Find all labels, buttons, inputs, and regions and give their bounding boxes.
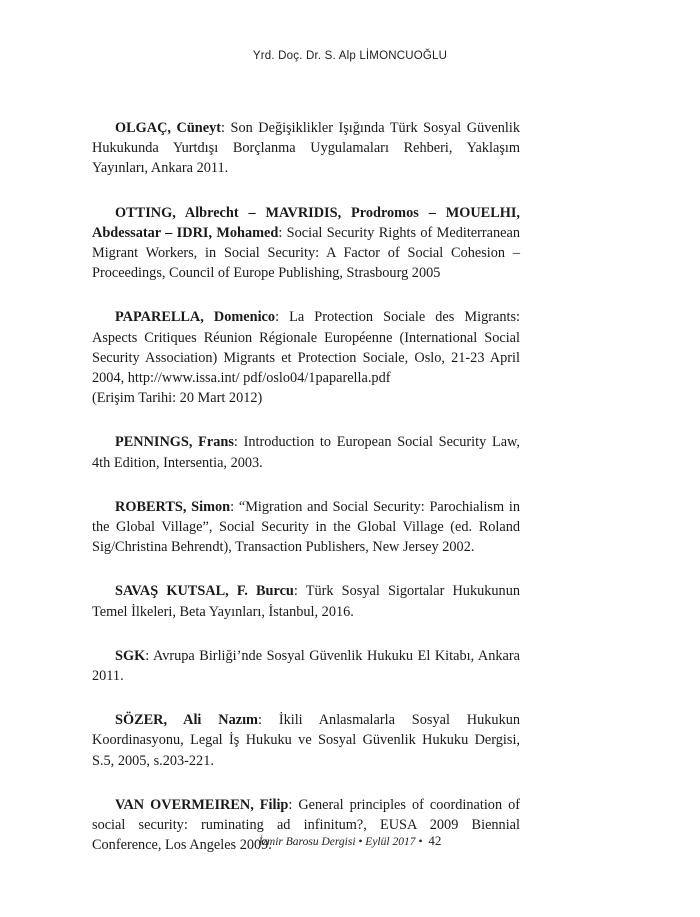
reference-text: General principles of coordination of social security: ruminating ad infinitum?, EUSA 2009 Biennial Conference, Los Angeles 2009. — [92, 796, 521, 854]
reference-author: OTTING, Albrecht – MAVRIDIS, Prodromos – MOUELHI, Abdessatar – IDRI, Mohamed — [92, 204, 520, 241]
reference-author: ROBERTS, Simon — [115, 498, 231, 515]
author-separator: : — [278, 224, 287, 241]
reference-entry — [92, 646, 520, 686]
author-separator: : — [221, 120, 231, 136]
reference-text: Son Değişiklikler Işığında Türk Sosyal Güvenlik Hukukunda Yurtdışı Borçlanma Uygulamaları Rehberi, Yaklaşım Yayınları, Ankara 2011. — [92, 120, 521, 177]
reference-text: Türk Sosyal Sigortalar Hukukunun Temel İlkeleri, Beta Yayınları, İstanbul, 2016. — [92, 583, 520, 620]
reference-author: SAVAŞ KUTSAL, F. Burcu — [115, 583, 294, 600]
reference-author: SGK — [115, 647, 146, 664]
reference-entry — [92, 710, 520, 771]
author-separator: : — [233, 434, 244, 451]
reference-list — [92, 118, 520, 879]
journal-name: İzmir Barosu Dergisi • Eylül 2017 • — [258, 836, 423, 848]
reference-entry — [92, 118, 520, 179]
reference-text: “Migration and Social Security: Parochialism in the Global Village”, Social Security in the Global Village (ed. Roland Sig/Christina Behrendt), Transaction Publishers, New Jersey 2002. — [92, 498, 520, 556]
author-separator: : — [145, 647, 153, 664]
reference-entry — [92, 432, 520, 472]
author-separator: : — [275, 309, 290, 326]
reference-text: İkili Anlasmalarla Sosyal Hukukun Koordinasyonu, Legal İş Hukuku ve Sosyal Güvenlik Hukuku Dergisi, S.5, 2005, s.203-221. — [92, 712, 521, 769]
author-separator: : — [288, 796, 299, 813]
author-separator: : — [257, 712, 279, 729]
reference-author: VAN OVERMEIREN, Filip — [115, 796, 289, 813]
reference-author: PENNINGS, Frans — [115, 434, 234, 451]
reference-author: PAPARELLA, Domenico — [115, 309, 276, 326]
reference-entry — [92, 581, 520, 621]
reference-author: OLGAÇ, Cüneyt — [115, 120, 222, 136]
author-separator: : — [293, 583, 306, 600]
author-separator: : — [230, 498, 239, 515]
access-date: (Erişim Tarihi: 20 Mart 2012) — [92, 390, 263, 407]
running-header: Yrd. Doç. Dr. S. Alp LİMONCUOĞLU — [252, 50, 448, 62]
reference-entry — [92, 203, 520, 284]
reference-entry — [92, 497, 520, 558]
reference-text: Avrupa Birliği’nde Sosyal Güvenlik Hukuku El Kitabı, Ankara 2011. — [92, 647, 520, 685]
running-footer — [0, 833, 700, 849]
reference-text: Social Security Rights of Mediterranean Migrant Workers, in Social Security: A Factor of Social Cohesion – Proceedings, Council of Europe Publishing, Strasbourg 2005 — [92, 224, 521, 282]
reference-text: Introduction to European Social Security Law, 4th Edition, Intersentia, 2003. — [92, 434, 521, 471]
page-number: 42 — [428, 833, 442, 848]
reference-text: La Protection Sociale des Migrants: Aspects Critiques Réunion Régionale Européenne (International Social Security Association) Migrants et Protection Sociale, Oslo, 21-23 April 2004, http://www.issa.int/ pdf/oslo04/1paparella.pdf — [92, 309, 521, 387]
reference-author: SÖZER, Ali Nazım — [115, 712, 258, 729]
reference-entry — [92, 307, 520, 408]
